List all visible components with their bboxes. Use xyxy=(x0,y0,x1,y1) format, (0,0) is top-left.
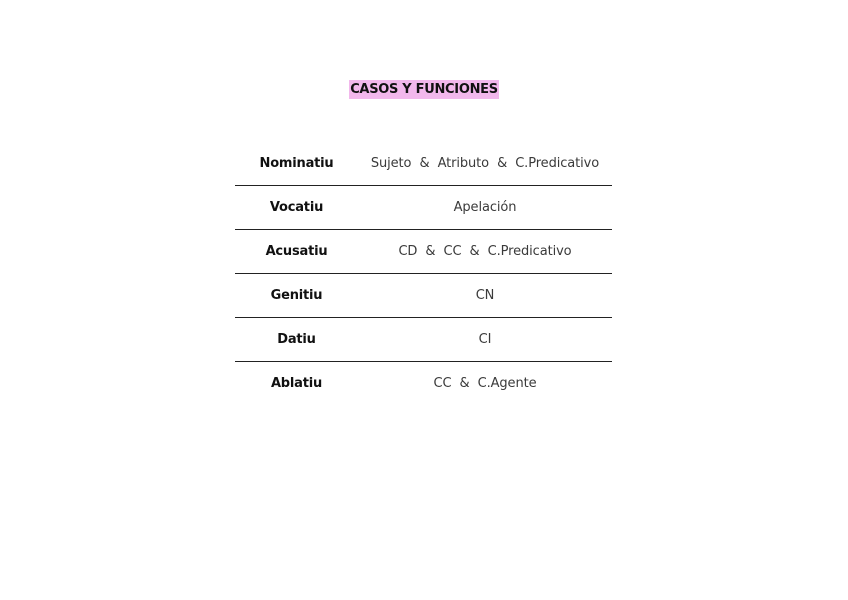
table-row xyxy=(235,142,612,186)
case-name: Acusatiu xyxy=(235,230,358,274)
case-name: Datiu xyxy=(235,318,358,362)
cases-table xyxy=(235,142,612,405)
case-function: CI xyxy=(358,318,612,362)
case-function: CN xyxy=(358,274,612,318)
case-name: Ablatiu xyxy=(235,362,358,406)
case-function: CC & C.Agente xyxy=(358,362,612,406)
case-function: CD & CC & C.Predicativo xyxy=(358,230,612,274)
case-name: Vocatiu xyxy=(235,186,358,230)
table-row xyxy=(235,230,612,274)
table-row xyxy=(235,274,612,318)
document-title-block xyxy=(0,82,848,97)
case-function: Apelación xyxy=(358,186,612,230)
document-title: CASOS Y FUNCIONES xyxy=(350,82,498,97)
table-row xyxy=(235,318,612,362)
case-name: Genitiu xyxy=(235,274,358,318)
table-row xyxy=(235,362,612,406)
table-row xyxy=(235,186,612,230)
case-function: Sujeto & Atributo & C.Predicativo xyxy=(370,156,600,171)
case-name: Nominatiu xyxy=(259,156,334,171)
